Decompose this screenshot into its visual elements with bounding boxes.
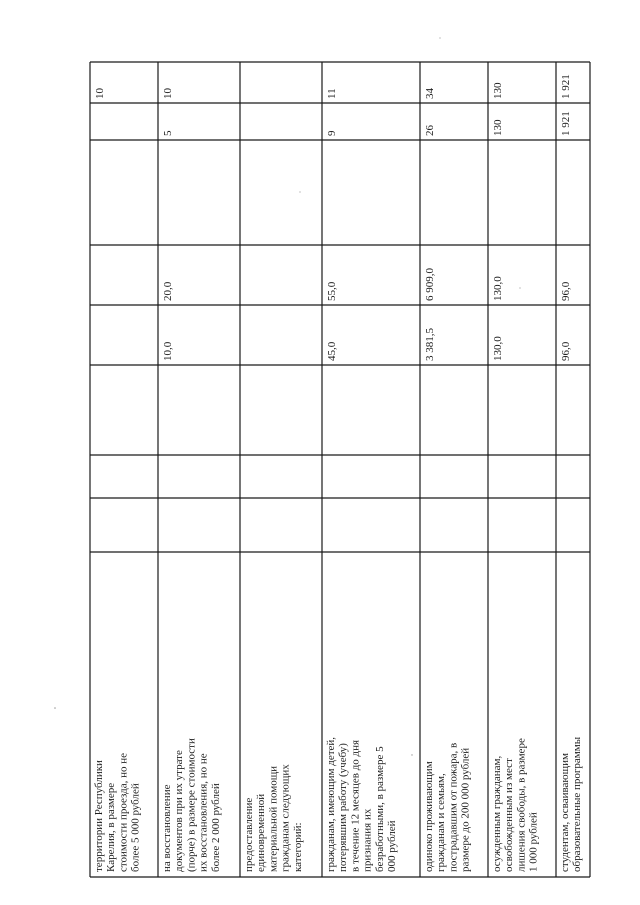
- row-1-value-5: 5: [162, 130, 174, 136]
- row-4-description-line: размере до 200 000 рублей: [459, 747, 472, 872]
- row-1-value-3: 20,0: [162, 281, 174, 301]
- row-1-description-line: их восстановления, но не: [197, 753, 210, 872]
- row-3-value-3: 55,0: [326, 281, 338, 301]
- row-3-description-line: гражданам, имеющим детей,: [325, 736, 337, 872]
- row-5-description-line: осужденным гражданам,: [491, 755, 503, 872]
- row-2-description-line: предоставление: [243, 797, 255, 872]
- row-6-description-line: образовательные программы: [571, 736, 584, 872]
- row-5-value-2: 130,0: [492, 336, 504, 361]
- row-5-description-line: 1 000 рублей: [527, 812, 540, 872]
- row-2-description-line: материальной помощи: [267, 765, 280, 872]
- row-3-description-line: 000 рублей: [386, 820, 398, 872]
- row-0-description-line: территории Республики: [93, 760, 105, 872]
- row-2-description-line: единовременной: [255, 793, 268, 872]
- row-3-value-5: 9: [326, 130, 338, 136]
- row-3-description-line: безработными, в размере 5: [373, 746, 386, 872]
- row-5-value-5: 130: [492, 119, 504, 136]
- scan-specks: [54, 37, 520, 755]
- row-2-description-line: категорий:: [291, 822, 304, 872]
- row-3-value-2: 45,0: [326, 341, 338, 361]
- row-0-description-line: более 5 000 рублей: [129, 783, 142, 872]
- row-6-value-5: 1 921: [560, 111, 572, 136]
- row-3-description-line: в течение 12 месяцев до дня: [349, 739, 362, 872]
- row-4-description-line: одиноко проживающим: [423, 761, 435, 872]
- row-1-description-line: на восстановление: [161, 784, 173, 872]
- row-4-description-line: гражданам и семьям,: [435, 773, 448, 872]
- row-0-description-line: стоимости проезда, но не: [117, 752, 130, 872]
- row-5-value-6: 130: [492, 82, 504, 99]
- row-0-description-line: Карелия, в размере: [105, 782, 118, 872]
- row-2-description-line: гражданам следующих: [279, 764, 292, 872]
- row-6-value-3: 96,0: [560, 281, 572, 301]
- row-1-description-line: (порче) в размере стоимости: [185, 738, 198, 872]
- row-4-description-line: пострадавшим от пожара, в: [447, 742, 460, 872]
- row-6-value-6: 1 921: [560, 74, 572, 99]
- row-3-description-line: признания их: [361, 808, 374, 872]
- row-5-description-line: освобожденным из мест: [503, 758, 516, 872]
- row-4-value-5: 26: [424, 125, 436, 136]
- row-1-value-6: 10: [162, 88, 174, 99]
- row-4-value-2: 3 381,5: [424, 328, 436, 361]
- table-cells: [93, 74, 583, 872]
- row-3-description-line: потерявшим работу (учебу): [337, 743, 350, 872]
- row-1-description-line: более 2 000 рублей: [209, 783, 222, 872]
- row-3-value-6: 11: [326, 88, 338, 99]
- row-0-value-6: 10: [94, 88, 106, 99]
- row-6-value-2: 96,0: [560, 341, 572, 361]
- row-5-description-line: лишения свободы, в размере: [515, 738, 528, 872]
- row-5-value-3: 130,0: [492, 276, 504, 301]
- row-4-value-6: 34: [424, 88, 436, 99]
- row-4-value-3: 6 909,0: [424, 268, 436, 301]
- row-1-value-2: 10,0: [162, 341, 174, 361]
- row-6-description-line: студентам, осваивающим: [559, 753, 571, 872]
- row-1-description-line: документов при их утрате: [173, 750, 186, 872]
